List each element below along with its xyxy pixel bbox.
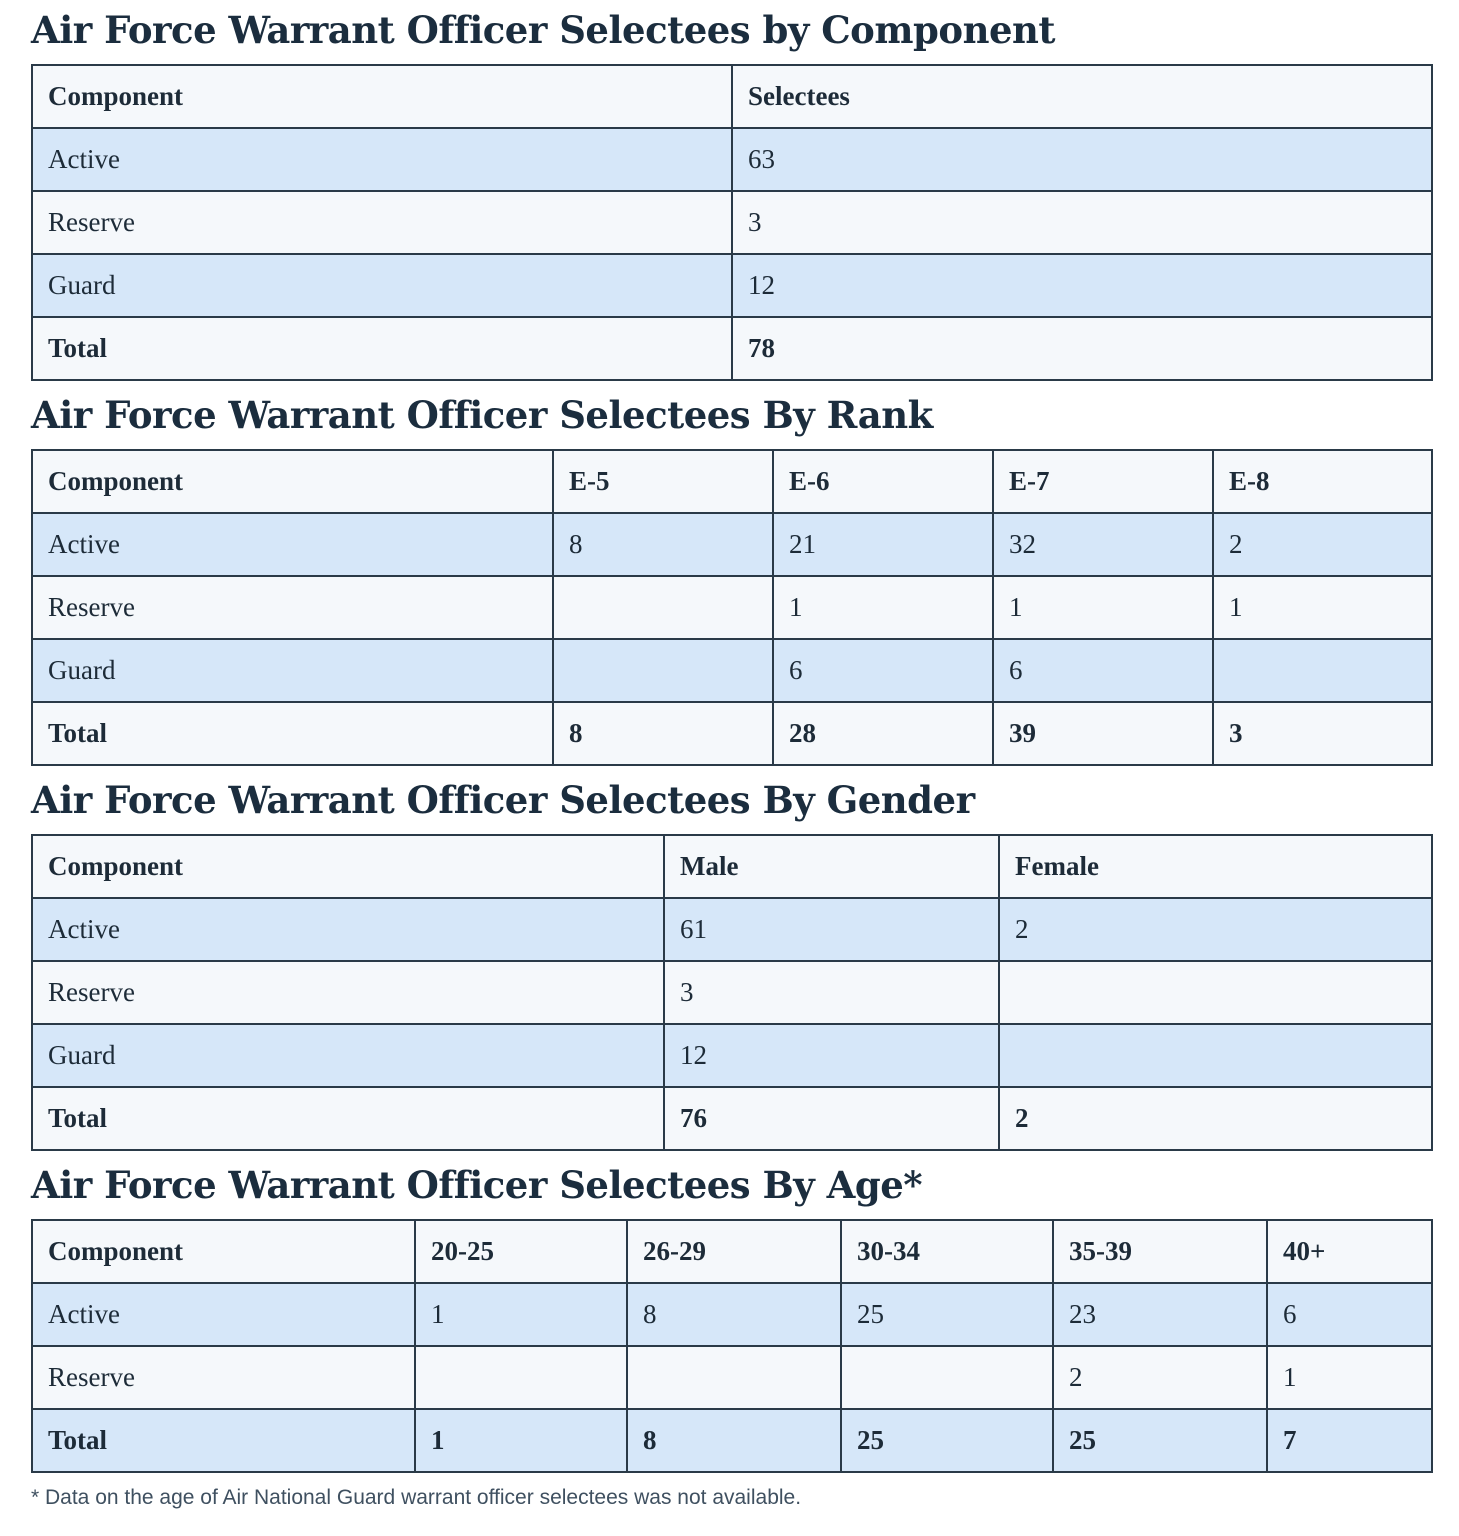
column-header-cell: Selectees [732, 65, 1432, 128]
total-row [32, 317, 1432, 380]
value-cell: 6 [993, 639, 1213, 702]
value-cell: 32 [993, 513, 1213, 576]
column-header-cell: 30-34 [841, 1220, 1053, 1283]
row-label-cell: Total [32, 702, 553, 765]
row-label-cell: Active [32, 898, 664, 961]
value-cell: 8 [553, 702, 773, 765]
row-label-cell: Component [32, 1220, 415, 1283]
row-label-cell: Component [32, 65, 732, 128]
value-cell: 3 [732, 191, 1432, 254]
value-cell: 28 [773, 702, 993, 765]
row-label-cell: Guard [32, 1024, 664, 1087]
value-cell [627, 1346, 841, 1409]
header-row [32, 65, 1432, 128]
header-row [32, 835, 1432, 898]
column-header-cell: 26-29 [627, 1220, 841, 1283]
value-cell: 1 [773, 576, 993, 639]
value-cell: 76 [664, 1087, 999, 1150]
selectees-by-rank-table [31, 449, 1433, 766]
table-row [32, 639, 1432, 702]
value-cell: 1 [1213, 576, 1432, 639]
value-cell: 21 [773, 513, 993, 576]
row-label-cell: Total [32, 317, 732, 380]
value-cell: 6 [773, 639, 993, 702]
value-cell: 8 [627, 1283, 841, 1346]
total-row [32, 1409, 1432, 1472]
row-label-cell: Reserve [32, 576, 553, 639]
selectees-by-component-table [31, 64, 1433, 381]
value-cell: 61 [664, 898, 999, 961]
table-row [32, 576, 1432, 639]
value-cell [415, 1346, 627, 1409]
row-label-cell: Component [32, 835, 664, 898]
header-row [32, 450, 1432, 513]
value-cell: 25 [1053, 1409, 1267, 1472]
value-cell: 39 [993, 702, 1213, 765]
value-cell: 1 [1267, 1346, 1432, 1409]
column-header-cell: Female [999, 835, 1432, 898]
row-label-cell: Guard [32, 254, 732, 317]
value-cell: 1 [993, 576, 1213, 639]
value-cell: 25 [841, 1409, 1053, 1472]
row-label-cell: Reserve [32, 961, 664, 1024]
table-title-age: Air Force Warrant Officer Selectees By Age* [31, 1163, 923, 1207]
header-row [32, 1220, 1432, 1283]
column-header-cell: E-8 [1213, 450, 1432, 513]
column-header-cell: 40+ [1267, 1220, 1432, 1283]
value-cell [553, 639, 773, 702]
value-cell [999, 961, 1432, 1024]
table-row [32, 254, 1432, 317]
table-row [32, 1346, 1432, 1409]
value-cell: 7 [1267, 1409, 1432, 1472]
value-cell: 2 [999, 898, 1432, 961]
value-cell: 2 [1053, 1346, 1267, 1409]
table-row [32, 513, 1432, 576]
table-title-component: Air Force Warrant Officer Selectees by Component [31, 8, 1055, 52]
value-cell [553, 576, 773, 639]
column-header-cell: 20-25 [415, 1220, 627, 1283]
value-cell: 3 [664, 961, 999, 1024]
table-title-gender: Air Force Warrant Officer Selectees By Gender [31, 778, 975, 822]
value-cell [841, 1346, 1053, 1409]
table-row [32, 191, 1432, 254]
total-row [32, 1087, 1432, 1150]
value-cell: 12 [664, 1024, 999, 1087]
table-row [32, 898, 1432, 961]
column-header-cell: 35-39 [1053, 1220, 1267, 1283]
column-header-cell: E-5 [553, 450, 773, 513]
value-cell [999, 1024, 1432, 1087]
table-row [32, 1283, 1432, 1346]
selectees-by-gender-table [31, 834, 1433, 1151]
table-row [32, 961, 1432, 1024]
column-header-cell: Male [664, 835, 999, 898]
value-cell: 25 [841, 1283, 1053, 1346]
value-cell: 8 [627, 1409, 841, 1472]
row-label-cell: Total [32, 1087, 664, 1150]
value-cell [1213, 639, 1432, 702]
row-label-cell: Guard [32, 639, 553, 702]
column-header-cell: E-7 [993, 450, 1213, 513]
total-row [32, 702, 1432, 765]
value-cell: 2 [999, 1087, 1432, 1150]
row-label-cell: Active [32, 513, 553, 576]
value-cell: 1 [415, 1409, 627, 1472]
value-cell: 63 [732, 128, 1432, 191]
row-label-cell: Active [32, 1283, 415, 1346]
row-label-cell: Component [32, 450, 553, 513]
value-cell: 8 [553, 513, 773, 576]
row-label-cell: Total [32, 1409, 415, 1472]
value-cell: 6 [1267, 1283, 1432, 1346]
footnote: * Data on the age of Air National Guard warrant officer selectees was not available. [31, 1486, 802, 1509]
table-title-rank: Air Force Warrant Officer Selectees By Rank [31, 393, 933, 437]
value-cell: 78 [732, 317, 1432, 380]
row-label-cell: Reserve [32, 1346, 415, 1409]
table-row [32, 128, 1432, 191]
value-cell: 1 [415, 1283, 627, 1346]
row-label-cell: Active [32, 128, 732, 191]
value-cell: 12 [732, 254, 1432, 317]
row-label-cell: Reserve [32, 191, 732, 254]
value-cell: 3 [1213, 702, 1432, 765]
column-header-cell: E-6 [773, 450, 993, 513]
value-cell: 2 [1213, 513, 1432, 576]
table-row [32, 1024, 1432, 1087]
value-cell: 23 [1053, 1283, 1267, 1346]
selectees-by-age-table [31, 1219, 1433, 1473]
